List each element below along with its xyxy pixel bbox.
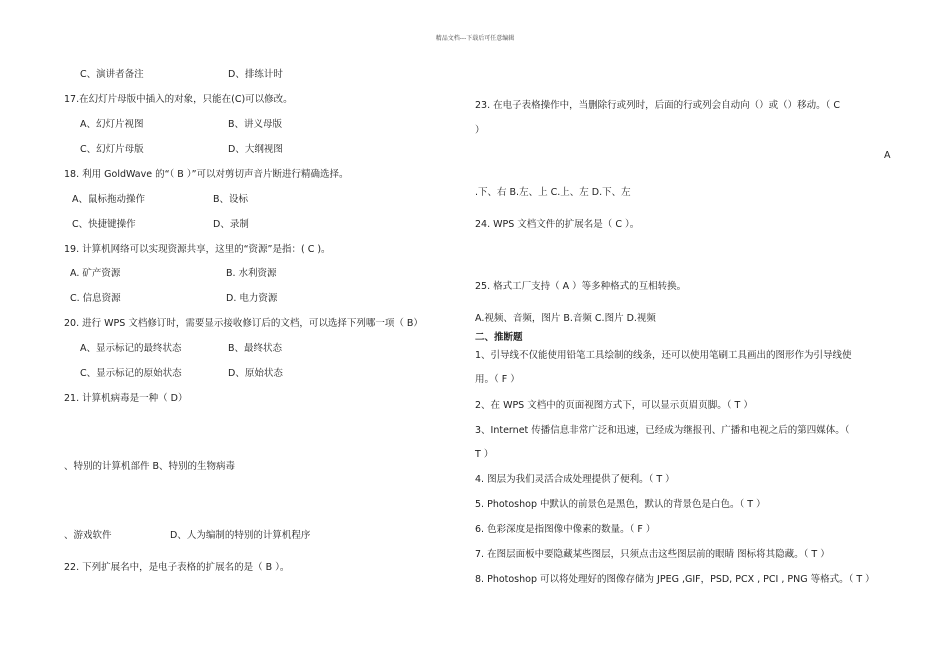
judgement-1-answer: 用。（ F ）	[475, 374, 520, 385]
judgement-6: 6. 色彩深度是指图像中像素的数量。（ F ）	[475, 524, 656, 535]
q23-paren-close: ）	[475, 125, 485, 136]
q16-option-c: C、演讲者备注	[80, 69, 144, 80]
question-21: 21. 计算机病毒是一种（ D）	[64, 393, 188, 404]
q20-option-a: A、显示标记的最终状态	[80, 343, 182, 354]
question-23: 23. 在电子表格操作中，当删除行或列时，后面的行或列会自动向（）或（）移动。（ C	[475, 100, 841, 111]
question-19: 19. 计算机网络可以实现资源共享，这里的“资源”是指：( C )。	[64, 244, 331, 255]
question-17: 17.在幻灯片母版中插入的对象，只能在(C)可以修改。	[64, 94, 293, 105]
question-18: 18. 利用 GoldWave 的“（ B ）”可以对剪切声音片断进行精确选择。	[64, 169, 349, 180]
question-20: 20. 进行 WPS 文档修订时，需要显示接收修订后的文档，可以选择下列哪一项（ B）	[64, 318, 423, 329]
q18-option-a: A、鼠标拖动操作	[72, 194, 145, 205]
q19-option-d: D. 电力资源	[226, 293, 278, 304]
q18-option-b: B、设标	[213, 194, 249, 205]
question-25: 25. 格式工厂支持（ A ）等多种格式的互相转换。	[475, 281, 687, 292]
q19-option-c: C. 信息资源	[70, 293, 121, 304]
q19-option-b: B. 水利资源	[226, 268, 277, 279]
q18-option-d: D、录制	[213, 219, 249, 230]
judgement-2: 2、在 WPS 文档中的页面视图方式下，可以显示页眉页脚。（ T ）	[475, 400, 753, 411]
q25-options: A.视频、音频，图片 B.音频 C.图片 D.视频	[475, 313, 656, 324]
q20-option-b: B、最终状态	[228, 343, 283, 354]
q21-options-ab: 、特别的计算机部件 B、特别的生物病毒	[64, 461, 236, 472]
judgement-3: 3、Internet 传播信息非常广泛和迅速，已经成为继报刊、广播和电视之后的第四媒体。（	[475, 425, 850, 436]
q17-option-b: B、讲义母版	[228, 119, 283, 130]
question-24: 24. WPS 文档文件的扩展名是（ C ）。	[475, 219, 640, 230]
q18-option-c: C、快捷键操作	[72, 219, 136, 230]
q17-option-d: D、大纲视图	[228, 144, 283, 155]
judgement-7: 7. 在图层面板中要隐藏某些图层，只须点击这些图层前的眼睛 图标将其隐藏。（ T ）	[475, 549, 830, 560]
q17-option-c: C、幻灯片母版	[80, 144, 144, 155]
q21-option-d: D、人为编制的特别的计算机程序	[170, 530, 311, 541]
judgement-3-answer: T ）	[475, 449, 494, 460]
q19-option-a: A. 矿产资源	[70, 268, 121, 279]
q23-options: .下、右 B.左、上 C.上、左 D.下、左	[475, 187, 631, 198]
q23-option-a: A	[884, 150, 891, 161]
q17-option-a: A、幻灯片视图	[80, 119, 144, 130]
judgement-1: 1、引导线不仅能使用铅笔工具绘制的线条，还可以使用笔刷工具画出的图形作为引导线使	[475, 350, 852, 361]
q20-option-d: D、原始状态	[228, 368, 283, 379]
page-header: 精品文档---下载后可任意编辑	[435, 35, 515, 42]
judgement-4: 4. 图层为我们灵活合成处理提供了便利。（ T ）	[475, 474, 675, 485]
judgement-5: 5. Photoshop 中默认的前景色是黑色，默认的背景色是白色。（ T ）	[475, 499, 766, 510]
q20-option-c: C、显示标记的原始状态	[80, 368, 182, 379]
q21-option-c: 、游戏软件	[64, 530, 112, 541]
q16-option-d: D、排练计时	[228, 69, 283, 80]
judgement-8: 8. Photoshop 可以将处理好的图像存储为 JPEG ,GIF，PSD, PCX , PCI , PNG 等格式。（ T ）	[475, 574, 875, 585]
section-2-heading: 二、推断题	[475, 332, 523, 343]
question-22: 22. 下列扩展名中，是电子表格的扩展名的是（ B ）。	[64, 562, 290, 573]
